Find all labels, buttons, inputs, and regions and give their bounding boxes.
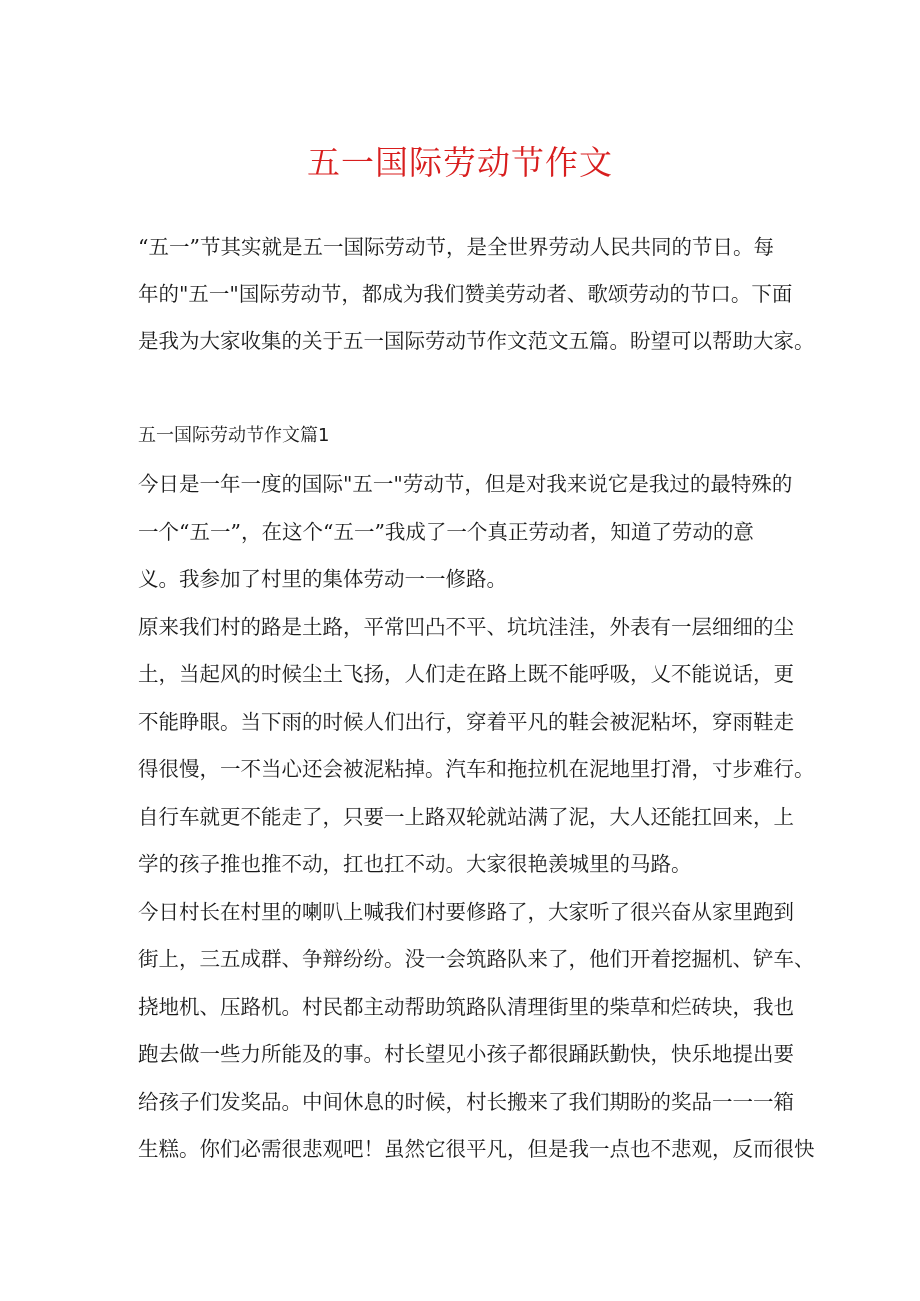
intro-line: “五一”节其实就是五一国际劳动节，是全世界劳动人民共同的节日。每 <box>138 235 774 259</box>
body-line: 今日是一年一度的国际"五一"劳动节，但是对我来说它是我过的最特殊的 <box>138 472 793 496</box>
body-line: 生糕。你们必需很悲观吧！虽然它很平凡，但是我一点也不悲观，反而很快 <box>138 1137 815 1161</box>
section-heading: 五一国际劳动节作文篇1 <box>138 425 330 446</box>
body-line: 学的孩子推也推不动，扛也扛不动。大家很艳羡城里的马路。 <box>138 852 692 876</box>
body-line: 跑去做一些力所能及的事。村长望见小孩子都很踊跃勤快，快乐地提出要 <box>138 1042 794 1066</box>
body-line: 挠地机、压路机。村民都主动帮助筑路队清理街里的柴草和烂砖块，我也 <box>138 994 794 1019</box>
body-line: 街上，三五成群、争辩纷纷。没一会筑路队来了，他们开着挖掘机、铲车、 <box>138 947 815 971</box>
intro-line: 是我为大家收集的关于五一国际劳动节作文范文五篇。盼望可以帮助大家。 <box>138 329 815 353</box>
body-line: 原来我们村的路是土路，平常凹凸不平、坑坑洼洼，外表有一层细细的尘 <box>138 614 794 639</box>
document-title: 五一国际劳动节作文 <box>307 143 613 182</box>
body-line: 土，当起风的时候尘土飞扬，人们走在路上既不能呼吸，乂不能说话，更 <box>138 662 794 686</box>
body-line: 不能睁眼。当下雨的时候人们出行，穿着平凡的鞋会被泥粘坏，穿雨鞋走 <box>138 709 794 734</box>
intro-line: 年的"五一"国际劳动节，都成为我们赞美劳动者、歌颂劳动的节口。下面 <box>138 282 793 306</box>
essay-body <box>138 461 815 1174</box>
body-line: 义。我参加了村里的集体劳动一一修路。 <box>138 567 507 591</box>
body-line: 自行车就更不能走了，只要一上路双轮就站满了泥，大人还能扛回来，上 <box>138 804 794 829</box>
body-line: 今日村长在村里的喇叭上喊我们村要修路了，大家听了很兴奋从家里跑到 <box>138 899 794 924</box>
body-line: 得很慢，一不当心还会被泥粘掉。汽车和拖拉机在泥地里打滑，寸步难行。 <box>138 757 815 781</box>
body-line: 给孩子们发奖品。中间休息的时候，村长搬来了我们期盼的奖品一一一箱 <box>138 1089 794 1114</box>
intro-paragraph <box>138 224 815 365</box>
body-line: 一个“五一”，在这个“五一”我成了一个真正劳动者，知道了劳动的意 <box>138 519 754 544</box>
